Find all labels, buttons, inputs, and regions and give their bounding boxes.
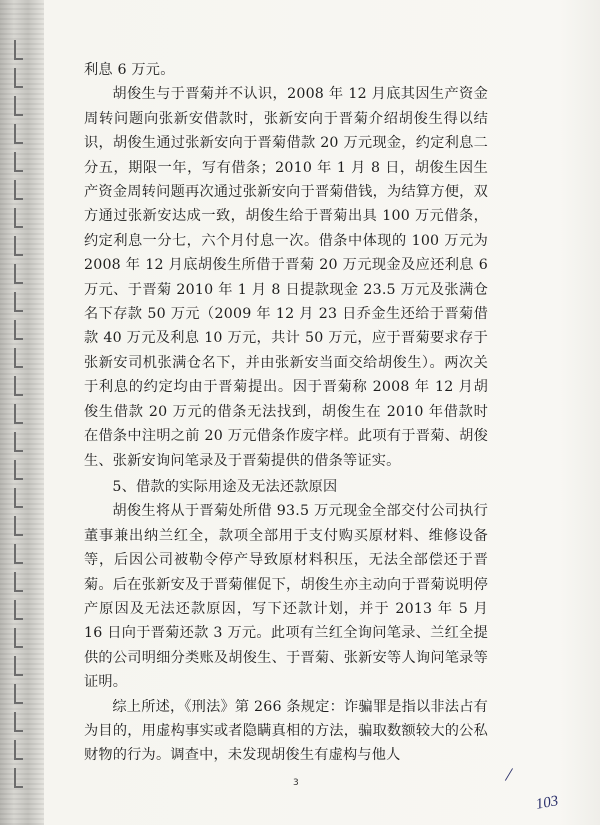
binding-staple-mark xyxy=(14,180,23,200)
handwritten-mark: / xyxy=(503,763,514,787)
binding-staple-mark xyxy=(14,684,23,704)
binding-staple-mark xyxy=(14,656,23,676)
binding-staple-mark xyxy=(14,544,23,564)
section-heading: 5、借款的实际用途及无法还款原因 xyxy=(112,478,338,495)
binding-staple-mark xyxy=(14,264,23,284)
binding-staple-mark xyxy=(14,40,23,60)
page-number: 3 xyxy=(293,778,299,788)
binding-staple-mark xyxy=(14,516,23,536)
binding-staple-mark xyxy=(14,320,23,340)
binding-staple-mark xyxy=(14,348,23,368)
binding-staple-mark xyxy=(14,572,23,592)
binding-staple-mark xyxy=(14,628,23,648)
binding-staple-mark xyxy=(14,208,23,228)
binding-staple-mark xyxy=(14,600,23,620)
paragraph-loan-background: 胡俊生与于晋菊并不认识，2008 年 12 月底其因生产资金周转问题向张新安借款时，张新安向于晋菊介绍胡俊生得以结识，胡俊生通过张新安向于晋菊借款 20 万元现金，约定利息二分五，期限一年，写有借条；2010 年 1 月 8 日，胡俊生因生产资金周转问题再次通过张新安向于晋菊借钱，为结算方便，双方通过张新安达成一致，胡俊生给于晋菊出具 100 万元借条，约定利息一分七，六个月付息一次。借条中体现的 100 万元为 2008 年 12 月底胡俊生所借于晋菊 20 万元现金及应还利息 6 万元、于晋菊 2010 年 1 月 8 日提款现金 23.5 万元及张满仓名下存款 50 万元（2009 年 12 月 23 日乔金生还给于晋菊借款 40 万元及利息 10 万元，共计 50 万元，应于晋菊要求存于张新安司机张满仓名下，并由张新安当面交给胡俊生）。两次关于利息的约定均由于晋菊提出。因于晋菊称 2008 年 12 月胡俊生借款 20 万元的借条无法找到，胡俊生在 2010 年借款时在借条中注明之前 20 万元借条作废字样。此项有于晋菊、胡俊生、张新安询问笔录及于晋菊提供的借条等证实。 xyxy=(84,86,488,469)
binding-staple-mark xyxy=(14,124,23,144)
binding-staple-mark xyxy=(14,740,23,760)
handwritten-page-number: 103 xyxy=(534,793,560,813)
binding-staple-mark xyxy=(14,236,23,256)
binding-staple-mark xyxy=(14,432,23,452)
paragraph-continuation: 利息 6 万元。 xyxy=(84,62,175,78)
binding-strip xyxy=(0,0,44,825)
binding-staple-mark xyxy=(14,768,23,788)
binding-staple-mark xyxy=(14,292,23,312)
binding-staple-mark xyxy=(14,712,23,732)
binding-staple-mark xyxy=(14,488,23,508)
binding-staple-mark xyxy=(14,152,23,172)
paragraph-conclusion: 综上所述，《刑法》第 266 条规定：诈骗罪是指以非法占有为目的，用虚构事实或者隐瞒真相的方法，骗取数额较大的公私财物的行为。调查中，未发现胡俊生有虚构与他人 xyxy=(84,698,488,764)
binding-staple-mark xyxy=(14,96,23,116)
binding-staple-mark xyxy=(14,460,23,480)
binding-staple-mark xyxy=(14,376,23,396)
binding-staple-mark xyxy=(14,404,23,424)
paragraph-loan-usage: 胡俊生将从于晋菊处所借 93.5 万元现金全部交付公司执行董事兼出纳兰红全，款项全部用于支付购买原材料、维修设备等，后因公司被勒令停产导致原材料积压，无法全部偿还于晋菊。后在张新安及于晋菊催促下，胡俊生亦主动向于晋菊说明停产原因及无法还款原因，写下还款计划，并于 2013 年 5 月 16 日向于晋菊还款 3 万元。此项有兰红全询问笔录、兰红全提供的公司明细分类账及胡俊生、于晋菊、张新安等人询问笔录等证明。 xyxy=(84,503,488,691)
document-body xyxy=(84,58,488,768)
binding-staple-mark xyxy=(14,68,23,88)
